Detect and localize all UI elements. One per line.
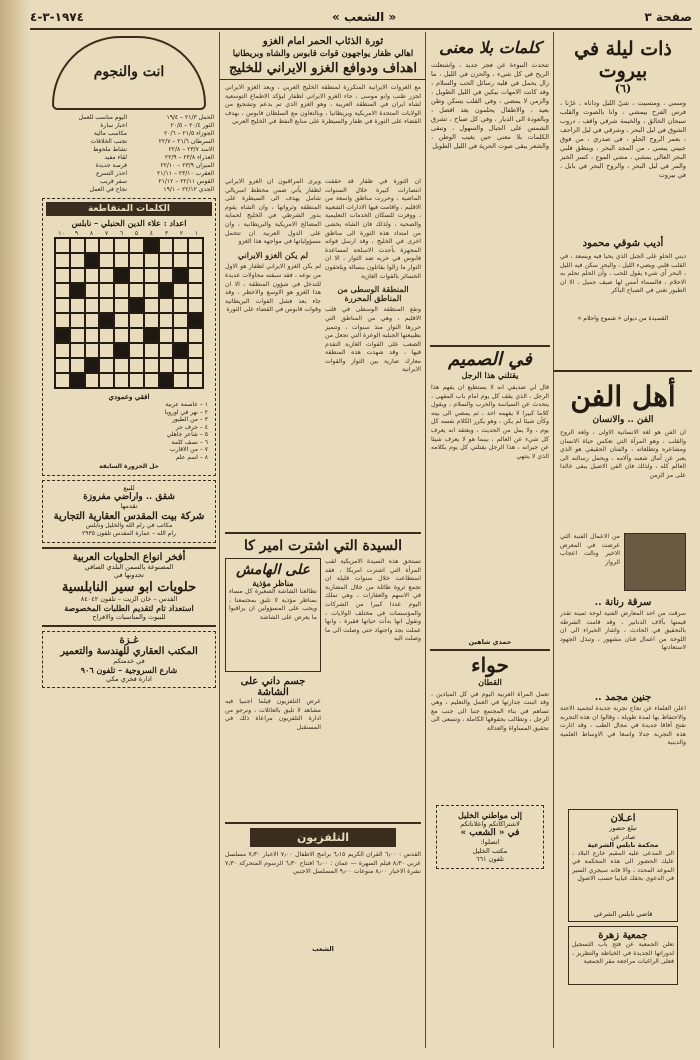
mid-head-1: المنطقة الوسطى من المناطق المحررة [337, 284, 409, 303]
zodiac-sign: العقرب ٢٣/١٠ – ٢١/١١ [157, 170, 214, 177]
crossword-cell [114, 298, 129, 313]
zodiac-sign: الجدي ٢٢/١٢ – ١٩/١ [163, 186, 214, 193]
crossword-col-number: ١ [194, 230, 199, 237]
hebron-box-line-5: تلفون ٦٦١ [476, 855, 504, 863]
crossword-cell [70, 313, 85, 328]
crossword-cell [85, 283, 100, 298]
clue-item: ٥ – شاعر جاهلي [166, 431, 208, 438]
zodiac-sign: الحمل ٢١/٣ – ١٩/٤ [166, 114, 214, 121]
clue-item: ٧ – من الاقارب [169, 446, 208, 453]
story-kicker: اهالي ظفار يواجهون قوات قابوس والشاه وبريطانيا [232, 49, 414, 59]
newspaper-name: « الشعب » [332, 10, 397, 24]
crossword-cell [144, 373, 159, 388]
crossword-cell [70, 328, 85, 343]
crossword-cell [70, 358, 85, 373]
sweets-ad-line-7: للبيوت والمناسبات والافراح [92, 613, 166, 621]
story-lead: مع الغزوات الايرانية المتكررة لمنطقة الخليج العربي ، وبعد الغزو الايراني لجزر طنب وابو موسى ، جاء الغزو الايراني لظفار ليؤكد الاطماع التوسعية لشاه ايران في المنطقة العربية ، وهو الغزو الذي تم بدعم وتشجيع من الولايات المتحدة الامريكية وبريطانيا ، وبالتعاون مع السلطان قابوس ، بهدف القضاء على الثورة في ظفار والسيطرة على منابع النفط في الخليج العربي [225, 84, 421, 126]
court-ad-sign: قاضي نابلس الشرعي [593, 909, 653, 918]
story-headline: اهداف ودوافع الغزو الايراني للخليج [220, 61, 426, 80]
column-two-sub2: يقتلني هذا الرجل [461, 370, 519, 380]
gaza-office-ad [42, 631, 216, 688]
hebron-box-line-4: مكتب الخليل [472, 846, 508, 855]
issue-date: ١٩٧٤-٣-٤ [30, 10, 84, 24]
crossword-cell [55, 373, 70, 388]
embryo-body: اعلن العلماء عن نجاح تجربة جديدة لتجميد الاجنة والاحتفاظ بها لمدة طويلة ، وقالوا ان هذه التجربة تفتح آفاقا جديدة في مجال الطب ، وقد اثارت هذه التجربة جدلا واسعا في الاوساط العلمية والدينية [560, 705, 686, 747]
crossword-cell [129, 268, 144, 283]
column-two-body-2: قال لي صديقي انه لا يستطيع ان يفهم هذا الرجل ، الذي يقف كل يوم امام باب المقهى ، يتحدث عن السياسة والحرب والسلام ، ويقول كلاما كبيرا لا يفهمه احد ، ثم يمضي الى بيته وكأن شيئا لم يكن ، وهو يكرر الكلام نفسه كل يوم ، ولا يمل من الحديث ، ويعتقد انه يعرف كل شيء عن العالم ، بينما هو لا يعرف شيئا عن جيرانه ، هذا الرجل يقتلني كل يوم بكلامه الذي لا ينتهي [431, 384, 549, 460]
crossword-col-number: ٣ [164, 230, 169, 237]
crossword-cell [188, 238, 203, 253]
story-super: ثورة الذئاب الحمر امام الغزو [262, 36, 384, 47]
hebron-box-line-3: اتصلوا: [480, 838, 500, 846]
crossword-cell [188, 373, 203, 388]
gaza-ad-line-5: ادارة فخري مكي [106, 675, 152, 683]
lady-body: تستحق هذه السيدة الامريكية لقب المرأة التي اشترت امريكا ، فقد استطاعت خلال سنوات قليلة ان تجمع ثروة طائلة من خلال المضاربة في الاسهم والعقارات ، وهي تملك اليوم عددا كبيرا من الشركات والمؤسسات في مختلف الولايات ، وتقول انها بدأت حياتها فقيرة ، وانها عملت بجد واجتهاد حتى وصلت الى ما وصلت اليه [325, 558, 421, 643]
zodiac-reading: اخبار سارة [100, 122, 127, 129]
zodiac-reading: نجاح في العمل [89, 186, 127, 193]
zodiac-reading: اليوم مناسب للعمل [78, 114, 127, 121]
crossword-cell [188, 358, 203, 373]
crossword-cell [114, 238, 129, 253]
previous-solution: حل الحزورة السابقة [99, 463, 159, 470]
crossword-black-cell [173, 268, 188, 283]
association-ad-title: جمعية زهرة [598, 930, 648, 941]
crossword-cell [173, 253, 188, 268]
zodiac-reading: فرصة جديدة [95, 162, 127, 169]
crossword-cell [114, 358, 129, 373]
crossword-author: اعداد : علاء الدين الحنبلي – نابلس [71, 218, 187, 228]
crossword-cell [99, 238, 114, 253]
crossword-cell [188, 283, 203, 298]
poem-credit: القصيدة من ديوان « شموع واحلام » [577, 315, 669, 322]
zodiac-sign: الميزان ٢٣/٩ – ٢٢/١٠ [160, 162, 214, 169]
crossword-black-cell [159, 283, 174, 298]
zodiac-sign: الاسد ٢٣/٧ – ٢٢/٨ [168, 146, 214, 153]
crossword-banner: الكلمات المتقاطعة [46, 202, 212, 216]
clues-list [46, 401, 212, 461]
sweets-ad-line-5: القدس – خان الزيت – تلفون ٨٤٠٤٢ [80, 594, 178, 603]
clue-item: ٣ – من الطيور [172, 416, 208, 423]
arts-subtitle: الفن .. والانسان [592, 415, 654, 425]
hebron-box-line-1: لاشتراكاتكم واعلاناتكم [460, 819, 520, 828]
column-two-title: كلمات بلا معنى [439, 38, 541, 57]
crossword-black-cell [114, 268, 129, 283]
crossword-cell [173, 358, 188, 373]
crossword-black-cell [55, 328, 70, 343]
crossword-cell [159, 253, 174, 268]
column-center [219, 32, 426, 1048]
crossword-cell [129, 238, 144, 253]
mid-head-2: لم يكن الغزو الايراني [237, 249, 309, 260]
crossword-cell [114, 313, 129, 328]
crossword-cell [70, 268, 85, 283]
crossword-box [42, 198, 216, 476]
crossword-cell [188, 298, 203, 313]
crossword-cell [99, 283, 114, 298]
crossword-cell [144, 313, 159, 328]
crossword-cell [188, 328, 203, 343]
column-left [38, 32, 220, 1048]
story-body-right: ان الثورة في ظفار قد حققت انتصارات كبيرة خلال السنوات الماضية ، وحررت مناطق واسعة من الاقليم ، واقامت فيها الادارات الشعبية ، ووفرت للسكان الخدمات التعليمية والصحية ، ولذلك فان الشاه يخشى من امتداد هذه الثورة الى مناطق اخرى في الخليج ، وقد ارسل قواته المجهزة بأحدث الاسلحة لمساعدة قابوس في حربه ضد الثوار ، الا ان الثوار ما زالوا يقاتلون ببسالة ويلحقون الخسائر بالقوات الغازية المنطقة الوسطى من المناطق المحررة وتقع المنطقة الوسطى في قلب الاقليم ، وهي من المناطق التي حررها الثوار منذ سنوات ، وتتميز بطبيعتها الجبلية الوعرة التي تجعل من الصعب على القوات الغازية التقدم فيها ، وقد شهدت هذه المنطقة معارك ضارية بين الثوار والقوات الايرانية [325, 178, 421, 374]
arts-body: ان الفن هو لغة الانسانية الاولى ، ولغة الروح والقلب ، وهو المرآة التي تعكس حياة الانسان ومشاعره وتطلعاته ، والفنان الحقيقي هو الذي يعبر عن آمال شعبه وآلامه ، ويحمل رسالته الى العالم كله ، ولذلك فان الفن الاصيل يبقى خالدا على مر الزمن [560, 429, 686, 479]
crossword-cell [173, 298, 188, 313]
gaza-ad-line-1: غـزة [119, 634, 139, 646]
clues-title: افقي وعمودي [108, 392, 150, 401]
crossword-cell [55, 238, 70, 253]
court-ad-title: اعـلان [610, 813, 636, 824]
crossword-cell [99, 298, 114, 313]
arts-banner: أهل الفن [570, 380, 676, 413]
realestate-ad-line-4: شركة بيت المقدس العقارية التجارية [53, 510, 205, 522]
crossword-black-cell [129, 298, 144, 313]
crossword-col-number: ١٠ [58, 230, 65, 237]
zodiac-reading: تجنب الخلافات [90, 138, 127, 145]
zodiac-reading: لقاء مفيد [104, 154, 127, 161]
embryo-heading: جنين مجمد .. [594, 692, 652, 703]
crossword-cell [114, 283, 129, 298]
binding-edge [0, 0, 30, 1060]
gaza-ad-line-4: شارع السروجية – تلفون ٩٠٦ [80, 665, 178, 675]
crossword-cell [99, 268, 114, 283]
poem-body: وسمي ، ومنسيت ، شيّ الليل وداناه ، غرّنا ، فرس الفرح بيمشي ، وانا بالصوت والقلب سبحان الخالق ، والخيمة شرقي واقف ، دروب الشوق في ليل البحر ، وشرقي في ليل الزاحف ، بعمر الروح الحلو ، في صدري ، من فوق جبيني يبسي ، من المجد البحر ، وينطق قلبي البحر العالي بمشي ، مشي الموج ، كسر الخبز والمر في ليل البحر ، والروح البحر في بابل ، في بيروت [560, 99, 686, 179]
hebron-office-box [436, 805, 544, 869]
crossword-cell [159, 238, 174, 253]
crossword-cell [159, 298, 174, 313]
crossword-cell [99, 343, 114, 358]
crossword-cell [129, 328, 144, 343]
crossword-col-number: ٧ [104, 230, 109, 237]
sweets-ad-line-3: تجدونها في [114, 571, 144, 579]
crossword-black-cell [173, 343, 188, 358]
crossword-col-number: ٩ [74, 230, 79, 237]
crossword-cell [129, 313, 144, 328]
crossword-grid [54, 237, 204, 389]
column-two-sub: في الصميم [448, 349, 532, 370]
hebron-box-line-2: في « الشعب » [460, 828, 520, 838]
crossword-cell [129, 358, 144, 373]
crossword-cell [70, 343, 85, 358]
gaza-ad-line-2: المكتب العقاري للهندسة والتعمير [60, 645, 198, 657]
crossword-cell [85, 373, 100, 388]
crossword-cell [144, 358, 159, 373]
crossword-black-cell [85, 358, 100, 373]
poem-author: أديب شوقي محمود [582, 238, 664, 249]
crossword-black-cell [144, 328, 159, 343]
zodiac-header [52, 36, 206, 110]
crossword-cell [55, 268, 70, 283]
poem-body-2: ديني الحلو على الجبل الذي يحيا فيه ويسعد ، في القلب قلبي ويضيء الليل ، والبحر سكن فيه الليل ، البحر أي شيء يقول للحب ، وأن الحلم تحلم به الاحلام ، فالسماء أمس لها صيف جميل ، الا ان الطيور تغني في الصباح الباكر [560, 253, 686, 295]
poem-episode: (٦) [614, 82, 632, 95]
crossword-cell [114, 328, 129, 343]
crossword-cell [188, 343, 203, 358]
zodiac-sign: العذراء ٢٣/٨ – ٢٢/٩ [164, 154, 214, 161]
zodiac-sign: القوس ٢٢/١١ – ٢١/١٢ [158, 178, 214, 185]
realestate-ad-line-6: رام الله – عمارة المقدس تلفون ٢٩٣٥ [82, 530, 176, 537]
crossword-cell [99, 328, 114, 343]
crossword-cell [85, 298, 100, 313]
crossword-col-number: ٢ [179, 230, 184, 237]
crossword-black-cell [114, 343, 129, 358]
crossword-cell [188, 268, 203, 283]
hawa-subtitle: القطان [478, 676, 502, 687]
story-body-left: ويرى المراقبون ان الغزو الايراني لظفار يأتي ضمن مخطط امبريالي شامل يهدف الى السيطرة على المنطقة وثرواتها ، وان الشاه يقوم بدور الشرطي في الخليج لحماية المصالح الامريكية والبريطانية ، وان على الدول العربية ان تتحمل مسؤولياتها في مواجهة هذا الغزو لم يكن الغزو الايراني لم يكن الغزو الايراني لظفار هو الاول من نوعه ، فقد سبقته محاولات عديدة للتدخل في شؤون المنطقة ، الا ان هذا الغزو هو الاوسع والاخطر ، وقد جاء بعد فشل القوات البريطانية وقوات قابوس في القضاء على الثورة [225, 178, 321, 314]
clue-item: ١ – عاصمة عربية [165, 401, 208, 408]
crossword-black-cell [70, 373, 85, 388]
crossword-cell [55, 253, 70, 268]
sweets-ad [42, 547, 216, 627]
column-two [425, 32, 554, 1048]
realestate-ad [42, 480, 216, 543]
zodiac-reading: سفر قريب [99, 178, 127, 185]
clue-item: ٤ – حرف جر [175, 423, 208, 431]
theft-body: سرقت من احد المعارض الفنية لوحة ثمينة تقدر قيمتها بآلاف الدنانير ، وقد قامت الشرطة بالتحقيق في الحادث ، واشار الخبراء الى ان اللوحة من اعمال فنان مشهور ، وتبذل الجهود لاستعادتها [560, 610, 686, 652]
crossword-cell [85, 343, 100, 358]
hebron-box-title: إلى مواطني الخليل [458, 809, 522, 820]
zodiac-reading: احذر التسرع [96, 170, 127, 177]
crossword-col-number: ٦ [119, 230, 124, 237]
association-ad: جمعية زهرة تعلن الجمعية عن فتح باب التسجيل لدوراتها الجديدة في الخياطة والتطريز ، فعلى الراغبات مراجعة مقر الجمعية [568, 926, 678, 985]
margin-body: تطالعنا الشاشة الصغيرة كل مساء بمناظر مؤذية لا تليق بمجتمعنا ، ويجب على المسؤولين ان يراقبوا ما يعرض على الشاشة [229, 588, 317, 621]
crossword-cell [129, 343, 144, 358]
tv-banner: التلفزيون [250, 828, 396, 847]
crossword-black-cell [188, 313, 203, 328]
gaza-ad-line-3: في خدمتكم [113, 656, 145, 665]
crossword-cell [55, 283, 70, 298]
sweets-ad-line-4: حلويات ابو سير النابلسية [61, 579, 197, 595]
zodiac-sign: الجوزاء ٢١/٥ – ٢٠/٦ [164, 130, 214, 137]
arts-section: أهل الفن الفن .. والانسان ان الفن هو لغة الانسانية الاولى ، ولغة الروح والقلب ، وهو المرآة التي تعكس حياة الانسان ومشاعره وتطلعاته ، والفنان الحقيقي هو الذي يعبر عن آمال شعبه وآلامه ، ويحمل رسالته الى العالم كله ، ولذلك فان الفن الاصيل يبقى خالدا على مر الزمن من الاعمال الفنية التي عرضت في المعرض الاخير ونالت اعجاب الزوار سرقة رنانة .. سرقت من احد المعارض الفنية لوحة ثمينة تقدر قيمتها بآلاف الدنانير ، وقد قامت الشرطة بالتحقيق في الحادث ، واشار الخبراء الى ان اللوحة من اعمال فنان مشهور ، وتبذل الجهود لاستعادتها جنين مجمد .. اعلن العلماء عن نجاح تجربة جديدة لتجميد الاجنة والاحتفاظ بها لمدة طويلة ، وقالوا ان هذه التجربة تفتح آفاقا جديدة في مجال الطب ، وقد اثارت هذه التجربة جدلا واسعا في الاوساط العلمية والدينية اعـلان تبلغ حضور صادر عن محكمة نابلس الشرعية الى المدعى عليه المقيم خارج البلاد ، عليك الحضور الى هذه المحكمة في الموعد المحدد ، والا فانه سيجري السير في الدعوى بحقك غيابيا حسب الاصول قاضي نابلس الشرعي جمعية زهرة تعلن الجمعية عن فتح باب التسجيل لدوراتها الجديدة في الخياطة والتطريز ، فعلى الراغبات مراجعة مقر الجمعية [554, 370, 692, 1050]
screen-heading: جسم داني على الشاشة [240, 676, 306, 698]
crossword-cell [70, 238, 85, 253]
poem-title: ذات ليلة في بيروت [574, 38, 672, 82]
crossword-cell [85, 313, 100, 328]
column-two-body: تتحدث النبوءة عن فجر جديد ، واشتعلت الريح في كل شيء ، والحزن في الليل ، ما زال يحمل في قلبه رسائل الحب والسلام ، وقد كانت الامهات يبكين في الليل الطويل ، والزمن لا يمضي ، وفي القلب يسكن وطن بعيد ، والاطفال يحلمون بغد افضل ، وبالعودة الى الديار ، وفي كل صباح ، تشرق الشمس على الجبال والسهول ، وتبقى الكلمات بلا معنى حين يغيب الوطن ، والشعر يبقى صوت الحرية في الليل الطويل [431, 61, 549, 150]
crossword-cell [129, 373, 144, 388]
zodiac-reading: مكاسب مالية [93, 130, 127, 137]
court-ad-line-2: صادر عن [610, 832, 636, 841]
lady-headline: السيدة التي اشترت امير كا [243, 538, 403, 554]
crossword-cell [173, 313, 188, 328]
court-ad-line-1: تبلغ حضور [609, 824, 637, 832]
crossword-cell [114, 253, 129, 268]
page-header [30, 6, 692, 30]
crossword-cell [159, 343, 174, 358]
arts-photo [624, 533, 686, 591]
crossword-cell [55, 343, 70, 358]
crossword-cell [144, 268, 159, 283]
realestate-ad-line-2: شقق .. واراضي مفروزة [83, 492, 175, 502]
crossword-cell [173, 328, 188, 343]
crossword-black-cell [99, 313, 114, 328]
crossword-black-cell [159, 373, 174, 388]
page-label: صفحة ٣ [644, 10, 692, 24]
court-ad-line-3: محكمة نابلس الشرعية [587, 841, 659, 849]
crossword-cell [159, 313, 174, 328]
crossword-cell [144, 343, 159, 358]
column-two-sign: حمدي شاهين [468, 638, 512, 646]
sweets-ad-line-1: أفخر انواع الحلويات العربية [72, 551, 186, 563]
crossword-cell [55, 313, 70, 328]
center-sign: الشعب [312, 945, 334, 953]
margin-title: على الهامش [236, 562, 310, 578]
theft-heading: سرقة رنانة .. [594, 597, 652, 608]
realestate-ad-line-5: مكاتب في رام الله والخليل ونابلس [85, 521, 173, 529]
realestate-ad-line-1: للبيع [123, 483, 135, 492]
crossword-black-cell [70, 283, 85, 298]
crossword-cell [55, 298, 70, 313]
sweets-ad-line-6: استعداد تام لتقديم الطلبات المخصوصة [64, 603, 194, 613]
crossword-cell [85, 238, 100, 253]
crossword-cell [85, 268, 100, 283]
zodiac-title: انت والنجوم [93, 64, 165, 80]
sweets-ad-line-2: المصنوعة بالسمن البلدي الصافي [84, 562, 174, 571]
clue-item: ٦ – نصف كلمة [171, 438, 208, 446]
hawa-body: تعمل المرأة العربية اليوم في كل الميادين ، وقد اثبتت جدارتها في العمل والتعليم ، وهي تساهم في بناء المجتمع جنبا الى جنب مع الرجل ، وتطالب بحقوقها الكاملة ، وتسعى الى تحقيق المساواة والعدالة [431, 690, 549, 732]
crossword-cell [70, 253, 85, 268]
hawa-title: حواء [471, 652, 509, 677]
crossword-cell [99, 373, 114, 388]
crossword-cell [99, 253, 114, 268]
clue-item: ٢ – نهر في اوروبا [164, 408, 208, 416]
crossword-cell [159, 268, 174, 283]
clue-item: ٨ – اسم علم [175, 453, 208, 461]
screen-body: عرض التلفزيون فيلما اجنبيا فيه مشاهد لا تليق بالعائلات ، ونرجو من ادارة التلفزيون مراعاة ذلك في المستقبل [225, 698, 321, 731]
crossword-cell [70, 298, 85, 313]
crossword-cell [99, 358, 114, 373]
crossword-cell [114, 373, 129, 388]
crossword-col-number: ٤ [149, 230, 154, 237]
realestate-ad-line-3: تقدمها [120, 502, 138, 510]
crossword-black-cell [85, 253, 100, 268]
zodiac-table [44, 114, 214, 194]
margin-subtitle: مناظر مؤذية [252, 578, 294, 588]
zodiac-sign: الثور ٢٠/٤ – ٢٠/٥ [170, 122, 214, 129]
crossword-col-number: ٥ [134, 230, 139, 237]
crossword-cell [129, 253, 144, 268]
crossword-cell [144, 298, 159, 313]
crossword-cell [159, 358, 174, 373]
zodiac-reading: نشاط ملحوظ [92, 146, 127, 153]
crossword-col-number: ٨ [89, 230, 94, 237]
crossword-cell [129, 283, 144, 298]
crossword-cell [85, 328, 100, 343]
crossword-cell [159, 328, 174, 343]
court-ad: اعـلان تبلغ حضور صادر عن محكمة نابلس الشرعية الى المدعى عليه المقيم خارج البلاد ، عليك الحضور الى هذه المحكمة في الموعد المحدد ، والا فانه سيجري السير في الدعوى بحقك غيابيا حسب الاصول قاضي نابلس الشرعي [568, 809, 678, 922]
crossword-cell [173, 283, 188, 298]
crossword-cell [144, 253, 159, 268]
crossword-black-cell [144, 238, 159, 253]
crossword-cell [144, 283, 159, 298]
crossword-cell [173, 373, 188, 388]
margin-column [225, 558, 321, 672]
crossword-cell [173, 238, 188, 253]
crossword-cell [55, 358, 70, 373]
crossword-column-numbers [54, 230, 204, 237]
tv-listings: القدس : ٦٫٠٠ القرآن الكريم ٦٫١٥ برامج الاطفال ٧٫٠٠ الاخبار ٧٫٣٠ مسلسل عربي ٨٫٣٠ فيلم السهرة — عمان : ٦٫٠٠ افتتاح ٦٫٣٠ الرسوم المتحركة ٧٫٣٠ نشرة الاخبار ٨٫٠٠ منوعات ٩٫٠٠ المسلسل الاجنبي [225, 851, 421, 876]
crossword-cell [188, 253, 203, 268]
zodiac-sign: السرطان ٢١/٦ – ٢٢/٧ [158, 138, 214, 145]
